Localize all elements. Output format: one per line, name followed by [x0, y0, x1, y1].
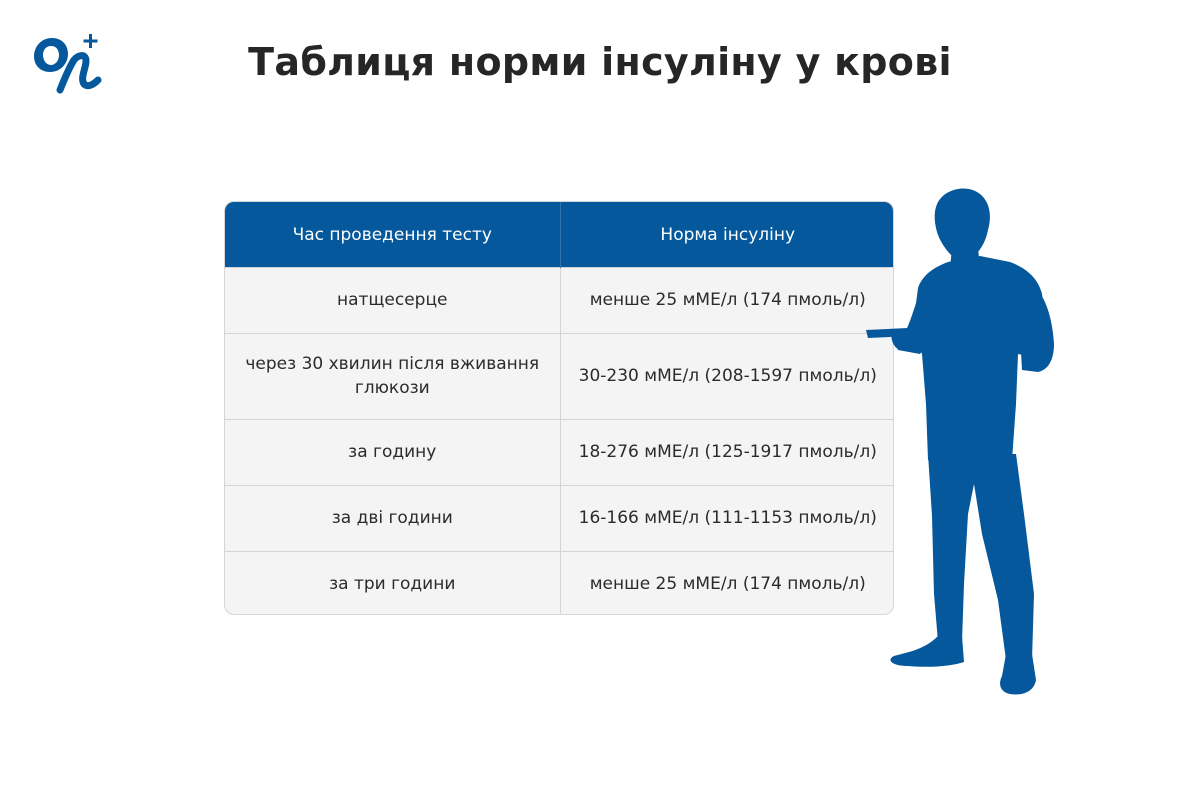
table-row: [225, 268, 894, 334]
cell-test-time: натщесерце: [225, 268, 560, 334]
cell-insulin-norm: 30-230 мМЕ/л (208-1597 пмоль/л): [560, 334, 894, 420]
man-with-tablet-silhouette-icon: [862, 184, 1062, 700]
cell-test-time: через 30 хвилин після вживання глюкози: [225, 334, 560, 420]
table-row: [225, 552, 894, 616]
cell-test-time: за дві години: [225, 486, 560, 552]
cell-insulin-norm: менше 25 мМЕ/л (174 пмоль/л): [560, 552, 894, 616]
table-row: [225, 486, 894, 552]
cell-insulin-norm: 16-166 мМЕ/л (111-1153 пмоль/л): [560, 486, 894, 552]
page-title: Таблиця норми інсуліну у крові: [248, 40, 952, 84]
cell-insulin-norm: менше 25 мМЕ/л (174 пмоль/л): [560, 268, 894, 334]
insulin-norms-table: [224, 201, 894, 615]
cell-insulin-norm: 18-276 мМЕ/л (125-1917 пмоль/л): [560, 420, 894, 486]
table-row: [225, 334, 894, 420]
table-row: [225, 420, 894, 486]
cell-test-time: за три години: [225, 552, 560, 616]
table-header-row: [225, 202, 894, 268]
cell-test-time: за годину: [225, 420, 560, 486]
column-header-insulin-norm: Норма інсуліну: [560, 202, 894, 268]
column-header-test-time: Час проведення тесту: [225, 202, 560, 268]
